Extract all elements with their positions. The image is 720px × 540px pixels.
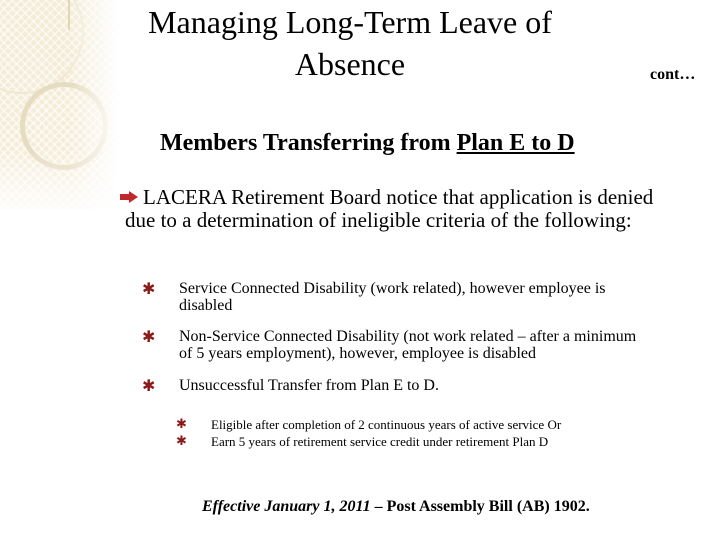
slide-subtitle [160, 130, 575, 157]
asterisk-sub-bullet-icon: ✱ [176, 433, 187, 448]
arrow-bullet-icon [120, 191, 138, 203]
sub-list-item: Earn 5 years of retirement service credit under retirement Plan D [211, 434, 549, 449]
slide-title: Managing Long-Term Leave of Absence [148, 4, 552, 82]
list-item [179, 377, 704, 394]
list-item-line1: Non-Service Connected Disability (not work related – after a minimum [179, 328, 637, 345]
footer-note [202, 498, 590, 516]
asterisk-bullet-icon: ✱ [142, 329, 156, 346]
asterisk-bullet-icon: ✱ [142, 281, 156, 298]
continued-label: cont… [650, 66, 696, 83]
list-item-line2: of 5 years employment), however, employee is disabled [179, 345, 537, 362]
list-item-line1: Unsuccessful Transfer from Plan E to D. [179, 377, 439, 394]
list-item [179, 328, 704, 362]
subtitle-underlined: Plan E to D [456, 130, 575, 156]
sub-list-item: Eligible after completion of 2 continuous years of active service Or [211, 417, 562, 432]
footer-effective-date: Effective January 1, 2011 [202, 498, 371, 515]
main-statement [125, 185, 713, 232]
asterisk-bullet-icon: ✱ [142, 378, 156, 395]
main-statement-line1: LACERA Retirement Board notice that application is denied [143, 185, 654, 209]
main-statement-line2: due to a determination of ineligible criteria of the following: [125, 208, 632, 232]
footer-bill: – Post Assembly Bill (AB) 1902. [370, 498, 590, 515]
asterisk-sub-bullet-icon: ✱ [176, 416, 187, 431]
list-item [179, 280, 704, 314]
list-item-line2: disabled [179, 297, 233, 314]
decorative-fade-right [70, 0, 120, 220]
list-item-line1: Service Connected Disability (work related), however employee is [179, 280, 606, 297]
subtitle-prefix: Members Transferring from [160, 130, 457, 156]
